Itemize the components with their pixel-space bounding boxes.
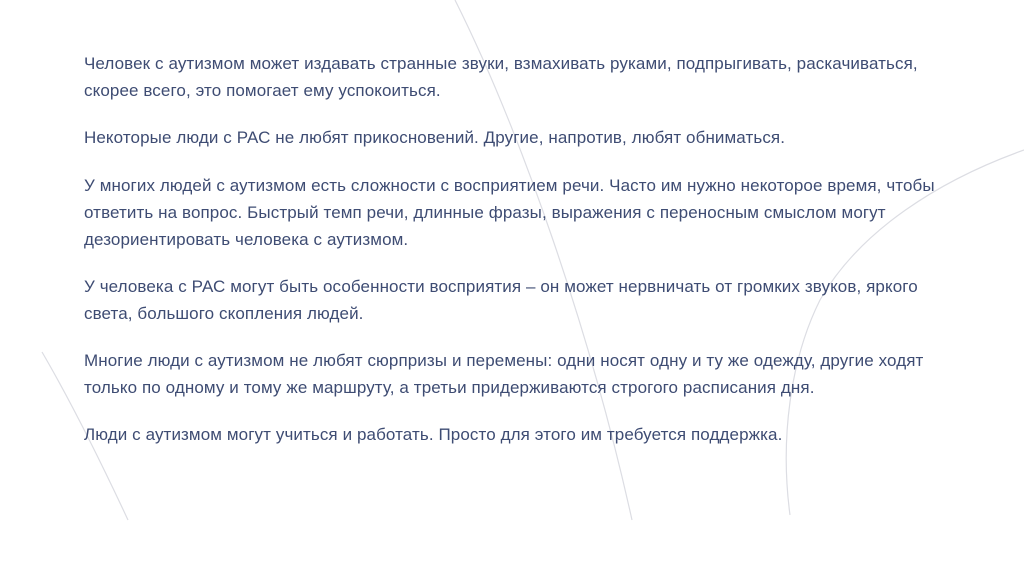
paragraph-touch: Некоторые люди с РАС не любят прикосновений. Другие, напротив, любят обниматься. (84, 128, 786, 147)
paragraph-speech: У многих людей с аутизмом есть сложности с восприятием речи. Часто им нужно некоторое время, чтобы ответить на вопрос. Быстрый темп речи, длинные фразы, выражения с переносным смыслом могут дезориентировать человека с аутизмом. (84, 176, 935, 249)
text-content (84, 50, 944, 468)
paragraph-work: Люди с аутизмом могут учиться и работать. Просто для этого им требуется поддержка. (84, 425, 783, 444)
paragraph-routine: Многие люди с аутизмом не любят сюрпризы и перемены: одни носят одну и ту же одежду, другие ходят только по одному и тому же маршруту, а третьи придерживаются строгого расписания дня. (84, 351, 924, 397)
paragraph-sounds: Человек с аутизмом может издавать странные звуки, взмахивать руками, подпрыгивать, раскачиваться, скорее всего, это помогает ему успокоиться. (84, 54, 918, 100)
paragraph-perception: У человека с РАС могут быть особенности восприятия – он может нервничать от громких звуков, яркого света, большого скопления людей. (84, 277, 918, 323)
